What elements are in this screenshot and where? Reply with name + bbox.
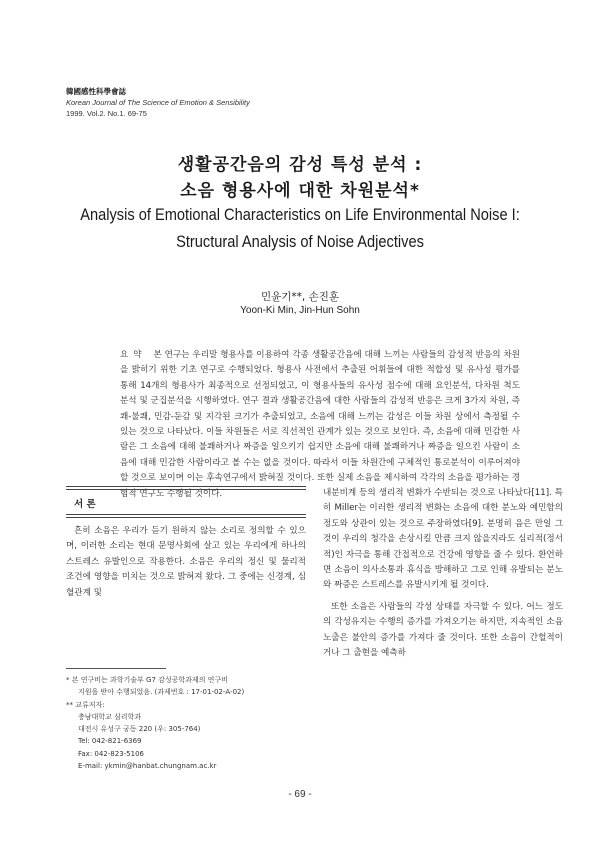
authors-en: Yoon-Ki Min, Jin-Hun Sohn xyxy=(240,305,360,316)
footnote-email: E-mail: ykmin@hanbat.chungnam.ac.kr xyxy=(78,762,217,771)
intro-paragraph-right-1: 내분비계 등의 생리적 변화가 수반되는 것으로 나타났다[11]. 특히 Miller는 이러한 생리적 변화는 소음에 대한 분노와 예민함의 정도와 상관이 있는 것으로 주장하였다[9]. 분명히 음은 만일 그것이 우리의 청각을 손상시킬 만큼 크지 않을지라도 심리적(정서적)인 자극을 통해 간접적으로 건강에 영향을 줄 수 있다. 환언하면 소음이 의사소통과 휴식을 방해하고 그로 인해 유발되는 분노와 짜증은 스트레스를 유발시키게 될 것이다. xyxy=(323,488,563,591)
journal-name-kr: 韓國感性科學會誌 xyxy=(66,87,126,96)
footnote-tel: Tel: 042-821-6369 xyxy=(78,737,142,746)
abstract xyxy=(120,348,520,502)
authors-kr: 민윤기**, 손진훈 xyxy=(260,291,340,303)
section-rule-top xyxy=(66,486,306,490)
right-column xyxy=(323,486,563,661)
footnotes xyxy=(66,674,306,772)
page-number: - 69 - xyxy=(288,789,312,800)
journal-header xyxy=(66,86,250,119)
title-kr-line1: 생활공간음의 감성 특성 분석 : xyxy=(177,155,423,175)
footnote-funding-line1: * 본 연구비는 과학기술부 G7 감성공학과제의 연구비 xyxy=(66,676,228,684)
abstract-text: 본 연구는 우리말 형용사를 이용하여 각종 생활공간음에 대해 느끼는 사람들의 감성적 반응의 차원을 밝히기 위한 기초 연구로 수행되었다. 형용사 사전에서 추출된 어휘들에 대한 적합성 및 유사성 평가를 통해 14개의 형용사가 최종적으로 선정되었고, 이 형용사들의 유사성 점수에 대해 요인분석, 다차원 척도 분석 및 군집분석을 시행하였다. 연구 결과 생활공간음에 대한 사람들의 감성적 반응은 크게 3가지 차원, 즉 쾌-불쾌, 민감-둔감 및 지각된 크기가 추출되었고, 소음에 대해 느끼는 감성은 이들 차원 상에서 측정될 수 있는 것으로 나타났다. 이들 차원들은 서로 직선적인 관계가 있는 것으로 보인다. 즉, 소음에 대해 민감한 사람은 그 소음에 대해 불쾌하거나 짜증을 일으키기 쉽지만 소음에 대해 불쾌하거나 짜증을 일으킨 사람이 소음에 대해 민감한 사람이라고 볼 수는 없을 것이다. 따라서 이들 차원간에 구체적인 통로분석이 이루어져야 할 것으로 보이며 이는 후속연구에서 밝혀질 것이다. 또한 실제 소음을 제시하여 각각의 소음을 평가하는 경험적 연구도 수행될 것이다. xyxy=(120,350,520,499)
abstract-label: 요약 xyxy=(120,350,147,360)
footnote-funding-line2: 지원을 받아 수행되었음. (과제번호 : 17-01-02-A-02) xyxy=(78,688,245,697)
footnote-divider xyxy=(66,668,166,669)
footnote-address: 대전시 유성구 궁동 220 (우: 305-764) xyxy=(78,725,201,734)
footnote-fax: Fax: 042-823-5106 xyxy=(78,749,144,758)
footnote-corresponding: ** 교류저자: xyxy=(66,700,105,709)
section-rule-bottom xyxy=(66,514,306,518)
journal-volume: 1999. Vol.2. No.1. 69-75 xyxy=(66,109,147,118)
intro-paragraph-left: 흔히 소음은 우리가 듣기 원하지 않는 소리로 정의할 수 있으며, 이러한 소리는 현대 문명사회에 살고 있는 우리에게 하나의 스트레스 유발인으로 작용한다. 소음은 우리의 정신 및 물리적 조건에 영향을 미치는 것으로 밝혀져 왔다. 그 중에는 신경계, 심혈관계 및 xyxy=(66,526,306,598)
footnote-affiliation: 충남대학교 심리학과 xyxy=(78,712,142,721)
title-en-line2: Structural Analysis of Noise Adjectives xyxy=(176,232,424,251)
title-en-line1: Analysis of Emotional Characteristics on Life Environmental Noise I: xyxy=(80,205,520,224)
title-kr-line2: 소음 형용사에 대한 차원분석* xyxy=(180,181,420,201)
section-heading-intro: 서 론 xyxy=(74,499,96,510)
left-column xyxy=(66,486,306,601)
intro-paragraph-right-2: 또한 소음은 사람들의 각성 상태를 자극할 수 있다. 어느 정도의 각성유지는 수행의 증가를 가져오기는 하지만, 지속적인 소음 노출은 불안의 증가를 가져다 줄 것이다. 또한 소음이 간헐적이거나 그 출현을 예측하 xyxy=(323,601,563,659)
journal-name-en: Korean Journal of The Science of Emotion & Sensibility xyxy=(66,98,250,107)
